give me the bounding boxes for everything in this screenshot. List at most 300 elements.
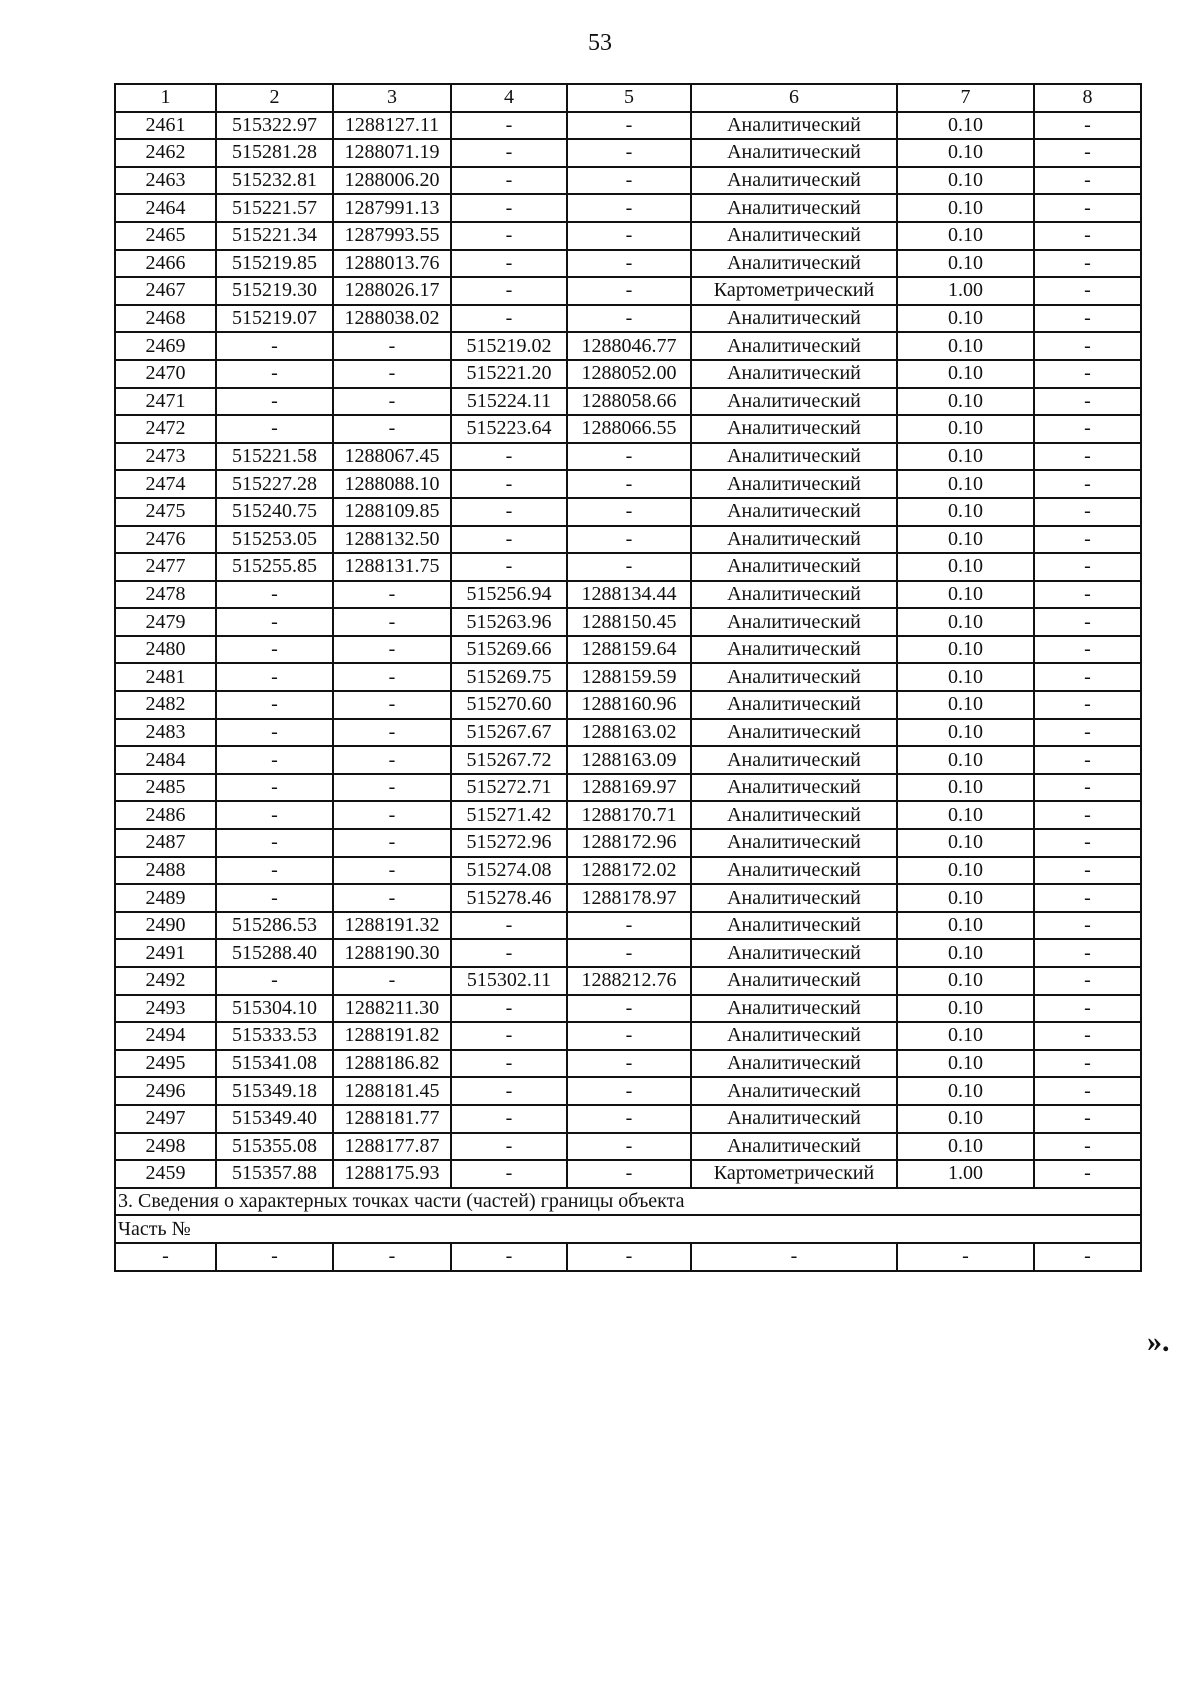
table-cell: 2465 — [115, 222, 216, 250]
table-row — [115, 939, 1141, 967]
table-cell: Аналитический — [691, 636, 897, 664]
table-cell: - — [451, 1243, 567, 1271]
section-title: 3. Сведения о характерных точках части (частей) границы объекта — [115, 1188, 1141, 1216]
table-cell: 1288172.96 — [567, 829, 691, 857]
table-row — [115, 277, 1141, 305]
table-cell: - — [333, 415, 451, 443]
table-cell: 2461 — [115, 112, 216, 140]
part-row — [115, 1215, 1141, 1243]
table-cell: 515263.96 — [451, 608, 567, 636]
table-cell: 2482 — [115, 691, 216, 719]
table-row — [115, 553, 1141, 581]
section-row — [115, 1188, 1141, 1216]
table-row — [115, 967, 1141, 995]
table-row — [115, 719, 1141, 747]
table-cell: - — [451, 250, 567, 278]
table-cell: - — [1034, 663, 1141, 691]
table-cell: 515302.11 — [451, 967, 567, 995]
table-cell: 1288134.44 — [567, 581, 691, 609]
table-cell: Аналитический — [691, 498, 897, 526]
table-cell: 2471 — [115, 388, 216, 416]
table-cell: 2462 — [115, 139, 216, 167]
table-cell: 1288127.11 — [333, 112, 451, 140]
table-cell: Аналитический — [691, 829, 897, 857]
table-cell: Аналитический — [691, 194, 897, 222]
table-cell: Аналитический — [691, 553, 897, 581]
table-cell: 0.10 — [897, 746, 1034, 774]
table-cell: 515333.53 — [216, 1022, 333, 1050]
table-cell: - — [1034, 470, 1141, 498]
table-cell: Аналитический — [691, 112, 897, 140]
table-row — [115, 470, 1141, 498]
table-cell: 515288.40 — [216, 939, 333, 967]
table-cell: 0.10 — [897, 139, 1034, 167]
table-cell: - — [1034, 995, 1141, 1023]
table-cell: 1288163.09 — [567, 746, 691, 774]
column-header: 2 — [216, 84, 333, 112]
table-cell: - — [216, 360, 333, 388]
table-cell: 1288159.59 — [567, 663, 691, 691]
table-row — [115, 112, 1141, 140]
part-number-label: Часть № — [115, 1215, 1141, 1243]
table-cell: - — [451, 112, 567, 140]
table-cell: 515357.88 — [216, 1160, 333, 1188]
table-cell: 515267.72 — [451, 746, 567, 774]
table-cell: - — [1034, 498, 1141, 526]
table-row — [115, 305, 1141, 333]
table-cell: 0.10 — [897, 691, 1034, 719]
table-cell: 2475 — [115, 498, 216, 526]
table-row — [115, 388, 1141, 416]
table-cell: 515349.18 — [216, 1077, 333, 1105]
table-cell: - — [1034, 691, 1141, 719]
table-cell: - — [567, 112, 691, 140]
table-cell: 515286.53 — [216, 912, 333, 940]
table-cell: - — [567, 1243, 691, 1271]
table-cell: 2468 — [115, 305, 216, 333]
table-cell: 1288109.85 — [333, 498, 451, 526]
table-cell: - — [451, 939, 567, 967]
table-cell: 515221.58 — [216, 443, 333, 471]
table-cell: - — [216, 388, 333, 416]
table-cell: 0.10 — [897, 305, 1034, 333]
table-cell: 515304.10 — [216, 995, 333, 1023]
table-cell: - — [216, 774, 333, 802]
table-cell: - — [691, 1243, 897, 1271]
table-cell: 515227.28 — [216, 470, 333, 498]
table-cell: - — [1034, 636, 1141, 664]
table-cell: Аналитический — [691, 1105, 897, 1133]
table-cell: 2488 — [115, 857, 216, 885]
table-cell: 1288186.82 — [333, 1050, 451, 1078]
table-cell: - — [216, 332, 333, 360]
table-cell: 1288191.82 — [333, 1022, 451, 1050]
table-cell: - — [451, 277, 567, 305]
table-cell: - — [1034, 360, 1141, 388]
table-row — [115, 139, 1141, 167]
table-cell: - — [216, 1243, 333, 1271]
table-cell: 0.10 — [897, 112, 1034, 140]
table-cell: 1.00 — [897, 1160, 1034, 1188]
table-row — [115, 1105, 1141, 1133]
table-cell: 2474 — [115, 470, 216, 498]
table-cell: - — [567, 1105, 691, 1133]
table-cell: 2498 — [115, 1133, 216, 1161]
table-cell: 515272.71 — [451, 774, 567, 802]
coordinates-table — [114, 83, 1142, 1272]
table-cell: 2466 — [115, 250, 216, 278]
table-cell: - — [567, 222, 691, 250]
table-cell: 2481 — [115, 663, 216, 691]
table-cell: - — [451, 1133, 567, 1161]
table-cell: 0.10 — [897, 939, 1034, 967]
table-cell: 0.10 — [897, 857, 1034, 885]
table-cell: - — [1034, 967, 1141, 995]
table-cell: - — [333, 857, 451, 885]
table-cell: 1288088.10 — [333, 470, 451, 498]
table-cell: 515224.11 — [451, 388, 567, 416]
table-cell: 1288160.96 — [567, 691, 691, 719]
table-cell: 1288190.30 — [333, 939, 451, 967]
table-cell: 0.10 — [897, 1077, 1034, 1105]
table-cell: - — [451, 139, 567, 167]
table-cell: 1288212.76 — [567, 967, 691, 995]
table-cell: - — [333, 388, 451, 416]
table-cell: 515355.08 — [216, 1133, 333, 1161]
table-cell: 515219.02 — [451, 332, 567, 360]
table-cell: 0.10 — [897, 1022, 1034, 1050]
table-cell: - — [897, 1243, 1034, 1271]
table-cell: 515341.08 — [216, 1050, 333, 1078]
table-cell: 1288058.66 — [567, 388, 691, 416]
table-cell: 1288178.97 — [567, 884, 691, 912]
table-cell: 1288071.19 — [333, 139, 451, 167]
table-cell: - — [1034, 829, 1141, 857]
table-cell: - — [567, 194, 691, 222]
table-cell: - — [216, 636, 333, 664]
table-cell: 0.10 — [897, 470, 1034, 498]
table-cell: 515232.81 — [216, 167, 333, 195]
table-cell: Аналитический — [691, 250, 897, 278]
table-cell: 515270.60 — [451, 691, 567, 719]
table-cell: 515223.64 — [451, 415, 567, 443]
table-cell: 1287991.13 — [333, 194, 451, 222]
table-cell: - — [451, 305, 567, 333]
table-cell: - — [333, 774, 451, 802]
table-cell: Аналитический — [691, 388, 897, 416]
table-cell: - — [1034, 222, 1141, 250]
table-cell: - — [451, 1105, 567, 1133]
table-cell: 0.10 — [897, 912, 1034, 940]
table-cell: 1288067.45 — [333, 443, 451, 471]
final-row — [115, 1243, 1141, 1271]
table-cell: 1288052.00 — [567, 360, 691, 388]
table-cell: - — [451, 526, 567, 554]
table-cell: - — [1034, 305, 1141, 333]
table-cell: 1288163.02 — [567, 719, 691, 747]
table-cell: - — [1034, 581, 1141, 609]
table-cell: - — [451, 553, 567, 581]
table-cell: 0.10 — [897, 995, 1034, 1023]
table-row — [115, 608, 1141, 636]
table-cell: 1288172.02 — [567, 857, 691, 885]
table-row — [115, 1050, 1141, 1078]
table-cell: - — [567, 250, 691, 278]
table-cell: - — [333, 581, 451, 609]
table-cell: 1288150.45 — [567, 608, 691, 636]
table-cell: 0.10 — [897, 636, 1034, 664]
table-cell: 2470 — [115, 360, 216, 388]
table-cell: - — [216, 663, 333, 691]
table-cell: - — [451, 498, 567, 526]
table-cell: - — [1034, 332, 1141, 360]
table-cell: - — [1034, 608, 1141, 636]
table-cell: 2496 — [115, 1077, 216, 1105]
table-cell: 1288006.20 — [333, 167, 451, 195]
table-cell: 2476 — [115, 526, 216, 554]
table-cell: - — [1034, 746, 1141, 774]
table-cell: 1288175.93 — [333, 1160, 451, 1188]
table-cell: 515221.57 — [216, 194, 333, 222]
table-row — [115, 746, 1141, 774]
table-cell: 515271.42 — [451, 801, 567, 829]
table-cell: - — [216, 608, 333, 636]
table-cell: - — [567, 1133, 691, 1161]
table-cell: - — [1034, 1133, 1141, 1161]
table-row — [115, 1022, 1141, 1050]
table-cell: Аналитический — [691, 470, 897, 498]
table-cell: Картометрический — [691, 277, 897, 305]
table-cell: 515269.66 — [451, 636, 567, 664]
table-cell: 515274.08 — [451, 857, 567, 885]
table-cell: - — [1034, 553, 1141, 581]
table-cell: 515322.97 — [216, 112, 333, 140]
column-header: 5 — [567, 84, 691, 112]
table-cell: - — [567, 553, 691, 581]
table-cell: 1288066.55 — [567, 415, 691, 443]
table-cell: 2484 — [115, 746, 216, 774]
table-cell: - — [216, 581, 333, 609]
table-cell: - — [333, 967, 451, 995]
table-cell: Аналитический — [691, 415, 897, 443]
table-cell: 2490 — [115, 912, 216, 940]
table-cell: - — [567, 443, 691, 471]
table-cell: - — [1034, 884, 1141, 912]
table-row — [115, 581, 1141, 609]
table-cell: - — [1034, 857, 1141, 885]
table-cell: 2483 — [115, 719, 216, 747]
table-cell: Аналитический — [691, 581, 897, 609]
table-cell: 0.10 — [897, 526, 1034, 554]
table-cell: 1288013.76 — [333, 250, 451, 278]
closing-quote-mark: ». — [1147, 1325, 1170, 1358]
table-cell: 515272.96 — [451, 829, 567, 857]
column-header: 8 — [1034, 84, 1141, 112]
table-row — [115, 250, 1141, 278]
table-cell: - — [567, 1022, 691, 1050]
table-cell: Аналитический — [691, 967, 897, 995]
table-cell: 1288038.02 — [333, 305, 451, 333]
table-cell: 515219.30 — [216, 277, 333, 305]
table-cell: - — [451, 222, 567, 250]
table-cell: 2489 — [115, 884, 216, 912]
table-cell: 0.10 — [897, 388, 1034, 416]
table-cell: - — [451, 1077, 567, 1105]
table-cell: Аналитический — [691, 305, 897, 333]
table-cell: 0.10 — [897, 250, 1034, 278]
table-row — [115, 332, 1141, 360]
table-cell: 1288026.17 — [333, 277, 451, 305]
table-cell: - — [216, 884, 333, 912]
table-row — [115, 691, 1141, 719]
table-cell: Аналитический — [691, 857, 897, 885]
column-header: 1 — [115, 84, 216, 112]
table-cell: 1288131.75 — [333, 553, 451, 581]
table-cell: Аналитический — [691, 746, 897, 774]
table-cell: - — [1034, 719, 1141, 747]
table-cell: - — [216, 746, 333, 774]
table-cell: - — [567, 1050, 691, 1078]
table-cell: - — [216, 967, 333, 995]
table-cell: - — [1034, 912, 1141, 940]
table-cell: 2469 — [115, 332, 216, 360]
table-cell: - — [1034, 1243, 1141, 1271]
table-cell: - — [567, 305, 691, 333]
column-header: 3 — [333, 84, 451, 112]
table-cell: Картометрический — [691, 1160, 897, 1188]
table-cell: - — [216, 719, 333, 747]
table-cell: 0.10 — [897, 498, 1034, 526]
table-cell: - — [333, 332, 451, 360]
table-cell: - — [1034, 277, 1141, 305]
table-cell: 515255.85 — [216, 553, 333, 581]
table-cell: 515269.75 — [451, 663, 567, 691]
table-cell: - — [451, 167, 567, 195]
table-cell: - — [451, 470, 567, 498]
table-cell: Аналитический — [691, 774, 897, 802]
table-cell: 0.10 — [897, 415, 1034, 443]
table-cell: 1288211.30 — [333, 995, 451, 1023]
table-cell: 1288159.64 — [567, 636, 691, 664]
table-cell: Аналитический — [691, 139, 897, 167]
table-cell: Аналитический — [691, 801, 897, 829]
table-cell: Аналитический — [691, 1077, 897, 1105]
table-cell: 2494 — [115, 1022, 216, 1050]
table-cell: 2478 — [115, 581, 216, 609]
table-cell: - — [1034, 774, 1141, 802]
table-cell: 2493 — [115, 995, 216, 1023]
table-cell: - — [567, 995, 691, 1023]
table-cell: - — [216, 857, 333, 885]
table-cell: 2485 — [115, 774, 216, 802]
table-row — [115, 663, 1141, 691]
table-cell: - — [1034, 1022, 1141, 1050]
table-cell: - — [567, 470, 691, 498]
table-cell: 1288132.50 — [333, 526, 451, 554]
table-cell: - — [1034, 139, 1141, 167]
column-header: 7 — [897, 84, 1034, 112]
table-cell: 2491 — [115, 939, 216, 967]
table-cell: - — [333, 636, 451, 664]
table-cell: Аналитический — [691, 167, 897, 195]
table-cell: 1.00 — [897, 277, 1034, 305]
table-cell: 2472 — [115, 415, 216, 443]
table-cell: - — [1034, 415, 1141, 443]
table-row — [115, 360, 1141, 388]
table-cell: 1288177.87 — [333, 1133, 451, 1161]
table-cell: - — [451, 912, 567, 940]
table-cell: - — [216, 801, 333, 829]
table-cell: 2486 — [115, 801, 216, 829]
table-cell: 0.10 — [897, 581, 1034, 609]
table-cell: - — [1034, 194, 1141, 222]
table-cell: 515267.67 — [451, 719, 567, 747]
table-cell: 2459 — [115, 1160, 216, 1188]
table-cell: 2495 — [115, 1050, 216, 1078]
table-cell: - — [567, 526, 691, 554]
table-row — [115, 995, 1141, 1023]
table-cell: Аналитический — [691, 1050, 897, 1078]
table-cell: 0.10 — [897, 332, 1034, 360]
table-cell: Аналитический — [691, 995, 897, 1023]
table-cell: 2479 — [115, 608, 216, 636]
table-cell: - — [1034, 112, 1141, 140]
table-cell: 0.10 — [897, 222, 1034, 250]
table-cell: 1288170.71 — [567, 801, 691, 829]
table-row — [115, 1160, 1141, 1188]
table-cell: 2473 — [115, 443, 216, 471]
table-cell: 515221.20 — [451, 360, 567, 388]
table-cell: 2497 — [115, 1105, 216, 1133]
table-cell: 0.10 — [897, 1105, 1034, 1133]
column-header: 4 — [451, 84, 567, 112]
table-row — [115, 415, 1141, 443]
table-cell: - — [115, 1243, 216, 1271]
table-cell: Аналитический — [691, 1133, 897, 1161]
table-cell: 0.10 — [897, 719, 1034, 747]
table-cell: Аналитический — [691, 719, 897, 747]
table-cell: 515219.07 — [216, 305, 333, 333]
table-cell: - — [333, 691, 451, 719]
table-cell: 0.10 — [897, 829, 1034, 857]
table-cell: - — [567, 939, 691, 967]
table-cell: Аналитический — [691, 1022, 897, 1050]
table-cell: - — [1034, 1050, 1141, 1078]
table-row — [115, 857, 1141, 885]
table-cell: - — [451, 1160, 567, 1188]
table-body — [115, 112, 1141, 1188]
table-cell: Аналитический — [691, 332, 897, 360]
table-row — [115, 222, 1141, 250]
table-cell: - — [451, 1050, 567, 1078]
table-cell: Аналитический — [691, 691, 897, 719]
table-cell: 0.10 — [897, 608, 1034, 636]
column-header: 6 — [691, 84, 897, 112]
table-cell: 1288181.45 — [333, 1077, 451, 1105]
table-cell: 2480 — [115, 636, 216, 664]
table-cell: Аналитический — [691, 443, 897, 471]
table-cell: Аналитический — [691, 663, 897, 691]
table-cell: 0.10 — [897, 1050, 1034, 1078]
table-cell: - — [333, 829, 451, 857]
table-cell: - — [333, 360, 451, 388]
table-cell: 0.10 — [897, 663, 1034, 691]
table-cell: 515219.85 — [216, 250, 333, 278]
table-cell: - — [1034, 801, 1141, 829]
table-row — [115, 636, 1141, 664]
table-cell: - — [1034, 250, 1141, 278]
table-row — [115, 1133, 1141, 1161]
